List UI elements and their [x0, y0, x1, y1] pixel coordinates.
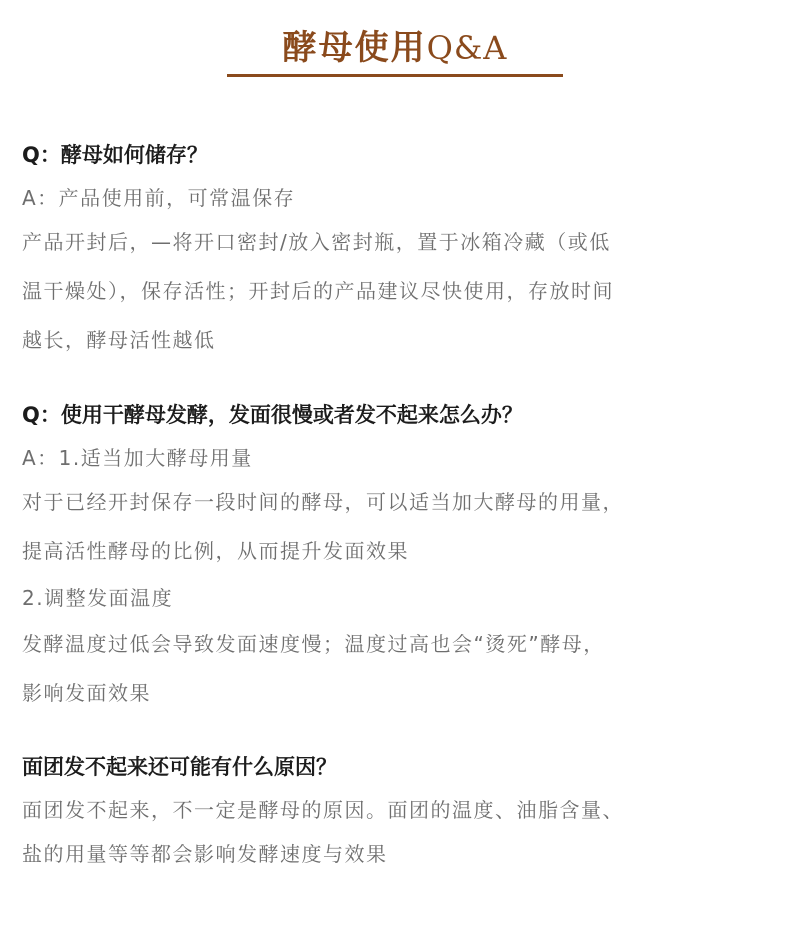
- answer-line: 影响发面效果: [22, 681, 151, 705]
- answer-line: A：产品使用前，可常温保存: [22, 186, 296, 210]
- page-header: [0, 26, 790, 77]
- page-title: [277, 26, 514, 74]
- answer-line: 盐的用量等等都会影响发酵速度与效果: [22, 842, 388, 866]
- answer-line: 发酵温度过低会导致发面速度慢；温度过高也会“烫死”酵母，: [22, 632, 605, 656]
- question-slow-rise: Q：使用干酵母发酵，发面很慢或者发不起来怎么办？: [22, 403, 523, 427]
- answer-line: 产品开封后，—将开口密封/放入密封瓶，置于冰箱冷藏（或低: [22, 230, 611, 254]
- question-storage: Q：酵母如何储存？: [22, 143, 208, 167]
- answer-line: 面团发不起来，不一定是酵母的原因。面团的温度、油脂含量、: [22, 798, 624, 822]
- qa-section-other-reasons: [22, 752, 770, 879]
- title-underline: [227, 74, 563, 77]
- answer-line: A：1.适当加大酵母用量: [22, 446, 253, 470]
- answer-line: 对于已经开封保存一段时间的酵母，可以适当加大酵母的用量，: [22, 490, 624, 514]
- question-other-reasons: 面团发不起来还可能有什么原因？: [22, 755, 337, 779]
- qa-section-slow-rise: [22, 400, 770, 718]
- page-title-latin: Q&A: [426, 29, 508, 67]
- answer-line: 越长，酵母活性越低: [22, 328, 216, 352]
- answer-line: 温干燥处），保存活性；开封后的产品建议尽快使用，存放时间: [22, 279, 614, 303]
- answer-line: 提高活性酵母的比例，从而提升发面效果: [22, 539, 409, 563]
- answer-line: 2.调整发面温度: [22, 586, 174, 610]
- qa-section-storage: [22, 140, 770, 365]
- page-title-cn: 酵母使用: [282, 28, 427, 68]
